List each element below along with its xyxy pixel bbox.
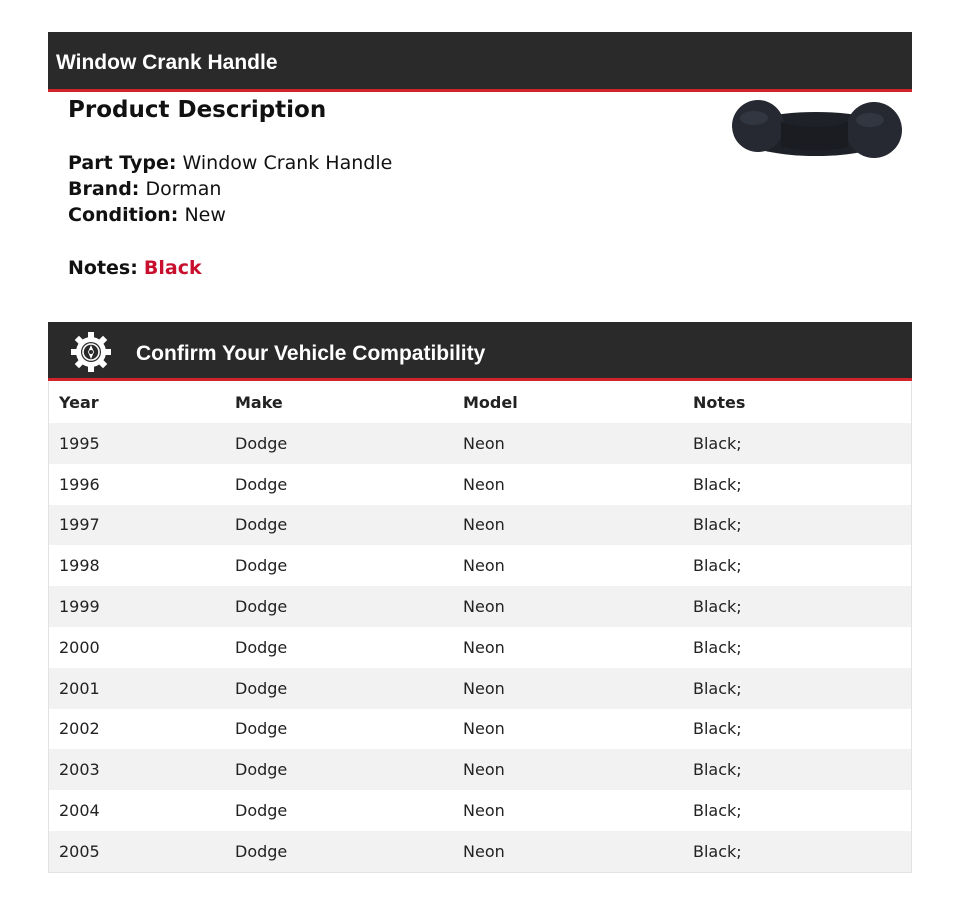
cell-year: 2002: [59, 719, 100, 739]
cell-model: Neon: [463, 637, 505, 657]
cell-notes: Black;: [693, 637, 742, 657]
product-image: [726, 92, 906, 172]
cell-notes: Black;: [693, 801, 742, 821]
cell-model: Neon: [463, 433, 505, 453]
condition-value: New: [184, 204, 226, 226]
cell-year: 2005: [59, 841, 100, 861]
table-row: [49, 709, 911, 750]
column-header-notes: Notes: [693, 392, 746, 412]
table-row: [49, 545, 911, 586]
cell-make: Dodge: [235, 637, 288, 657]
table-row: [49, 627, 911, 668]
table-row: [49, 749, 911, 790]
column-header-model: Model: [463, 392, 518, 412]
gear-icon: [70, 331, 112, 373]
brand-row: [68, 176, 221, 202]
cell-year: 1996: [59, 474, 100, 494]
cell-notes: Black;: [693, 841, 742, 861]
table-row: [49, 586, 911, 627]
cell-model: Neon: [463, 760, 505, 780]
cell-make: Dodge: [235, 801, 288, 821]
cell-make: Dodge: [235, 841, 288, 861]
cell-model: Neon: [463, 841, 505, 861]
cell-model: Neon: [463, 597, 505, 617]
cell-make: Dodge: [235, 556, 288, 576]
brand-label: Brand:: [68, 178, 140, 200]
condition-row: [68, 202, 226, 228]
cell-year: 2004: [59, 801, 100, 821]
cell-make: Dodge: [235, 719, 288, 739]
cell-notes: Black;: [693, 556, 742, 576]
brand-value: Dorman: [145, 178, 222, 200]
cell-make: Dodge: [235, 678, 288, 698]
condition-label: Condition:: [68, 204, 179, 226]
compatibility-header: [48, 322, 912, 381]
cell-notes: Black;: [693, 760, 742, 780]
column-header-make: Make: [235, 392, 283, 412]
description-heading: Product Description: [68, 97, 327, 123]
cell-make: Dodge: [235, 597, 288, 617]
product-title: Window Crank Handle: [56, 51, 278, 74]
cell-make: Dodge: [235, 760, 288, 780]
cell-year: 1998: [59, 556, 100, 576]
cell-make: Dodge: [235, 474, 288, 494]
table-row: [49, 423, 911, 464]
cell-model: Neon: [463, 678, 505, 698]
cell-year: 2000: [59, 637, 100, 657]
cell-model: Neon: [463, 515, 505, 535]
product-header: [48, 32, 912, 92]
cell-year: 1999: [59, 597, 100, 617]
compatibility-title: Confirm Your Vehicle Compatibility: [136, 342, 486, 365]
cell-notes: Black;: [693, 433, 742, 453]
notes-label: Notes:: [68, 257, 138, 279]
part-type-row: [68, 150, 392, 176]
column-header-year: Year: [59, 392, 99, 412]
part-type-label: Part Type:: [68, 152, 177, 174]
compatibility-table: [48, 381, 912, 873]
table-row: [49, 668, 911, 709]
cell-notes: Black;: [693, 597, 742, 617]
cell-make: Dodge: [235, 433, 288, 453]
cell-model: Neon: [463, 801, 505, 821]
table-row: [49, 464, 911, 505]
part-type-value: Window Crank Handle: [182, 152, 393, 174]
cell-notes: Black;: [693, 515, 742, 535]
cell-notes: Black;: [693, 474, 742, 494]
cell-model: Neon: [463, 556, 505, 576]
cell-notes: Black;: [693, 719, 742, 739]
cell-make: Dodge: [235, 515, 288, 535]
cell-year: 2001: [59, 678, 100, 698]
cell-model: Neon: [463, 719, 505, 739]
notes-value: Black: [143, 257, 202, 279]
table-row: [49, 831, 911, 872]
table-row: [49, 505, 911, 546]
cell-year: 2003: [59, 760, 100, 780]
cell-year: 1995: [59, 433, 100, 453]
notes-row: [68, 255, 202, 281]
cell-model: Neon: [463, 474, 505, 494]
table-header-row: [49, 381, 911, 423]
cell-notes: Black;: [693, 678, 742, 698]
table-row: [49, 790, 911, 831]
cell-year: 1997: [59, 515, 100, 535]
